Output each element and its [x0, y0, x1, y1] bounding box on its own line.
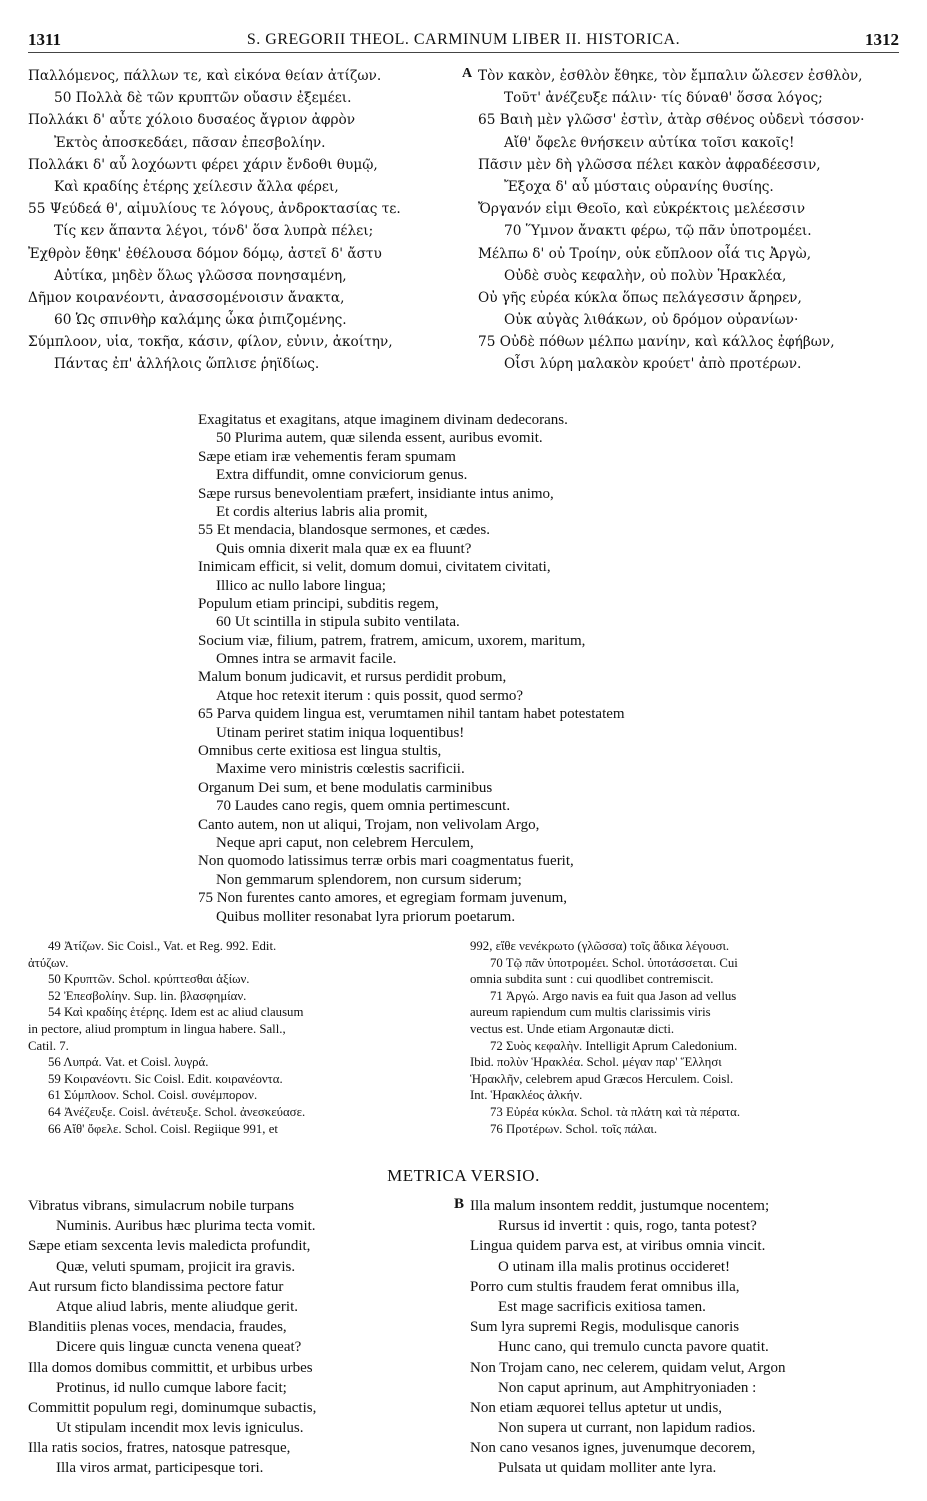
- metrica-verse-line: Blanditiis plenas voces, mendacia, fraudes,: [28, 1319, 287, 1336]
- metrica-verse-line: Illa malum insontem reddit, justumque nocentem;: [470, 1198, 770, 1214]
- latin-prose-line: Organum Dei sum, et bene modulatis carminibus: [198, 779, 493, 796]
- latin-prose-line: 65 Parva quidem lingua est, verumtamen nihil tantam habet potestatem: [198, 706, 625, 723]
- column-marker-b: B: [454, 1196, 465, 1212]
- latin-prose-line: Maxime vero ministris cœlestis sacrificii.: [216, 761, 465, 778]
- latin-prose-line: Illico ac nullo labore lingua;: [216, 577, 386, 594]
- metrica-verse-line: Atque aliud labris, mente aliudque gerit.: [56, 1298, 299, 1315]
- latin-prose-line: Quis omnia dixerit mala quæ ex ea fluunt?: [216, 540, 472, 557]
- latin-prose-line: Sæpe rursus benevolentiam præfert, insidiante intus animo,: [198, 485, 554, 502]
- latin-prose-line: 55 Et mendacia, blandosque sermones, et cædes.: [198, 522, 491, 539]
- footnote-line: 70 Τῷ πᾶν ὑποτρομέει. Schol. ὑποτάσσεται. Cui: [490, 955, 738, 970]
- latin-prose-line: Non quomodo latissimus terræ orbis mari coagmentatus fuerit,: [198, 853, 574, 870]
- footnote-line: Ibid. πολὺν Ἡρακλέα. Schol. μέγαν παρ' Ἕλλησι: [470, 1055, 722, 1070]
- footnote-line: vectus est. Unde etiam Argonautæ dicti.: [470, 1021, 675, 1036]
- footnote-line: aureum rapiendum cum multis clarissimis viris: [470, 1005, 711, 1020]
- latin-prose-line: Quibus molliter resonabat lyra priorum poetarum.: [216, 908, 516, 925]
- greek-verse-line: Οἷσι λύρη μαλακὸν κρούετ' ἀπὸ προτέρων.: [504, 356, 802, 373]
- metrica-left-column: [28, 1196, 448, 1479]
- footnote-line: 49 Ἀτίζων. Sic Coisl., Vat. et Reg. 992. Edit.: [48, 939, 277, 953]
- greek-verse-line: Πάντας ἐπ' ἀλλήλοις ὥπλισε ῥηϊδίως.: [54, 356, 320, 373]
- greek-verse-line: Οὐκ αὐγὰς λιθάκων, οὐ δρόμον οὐρανίων·: [504, 312, 799, 329]
- running-header: [28, 30, 899, 53]
- metrica-verse-line: Illa ratis socios, fratres, natosque patresque,: [28, 1440, 291, 1457]
- greek-verse-line: Μέλπω δ' οὐ Τροίην, οὐκ εὔπλοον οἷά τις Ἀργὼ,: [478, 245, 812, 262]
- greek-verse-line: Τίς κεν ἅπαντα λέγοι, τόνδ' ὅσα λυπρὰ πέλει;: [54, 223, 374, 240]
- footnote-line: 64 Ἀνέζευξε. Coisl. ἀνέτευξε. Schol. ἀνεσκεύασε.: [48, 1104, 306, 1119]
- metrica-versio-heading: METRICA VERSIO.: [387, 1166, 540, 1185]
- footnote-line: Ἡρακλῆν, celebrem apud Græcos Herculem. Coisl.: [470, 1071, 734, 1086]
- latin-prose-translation: [198, 411, 798, 926]
- latin-prose-line: Socium viæ, filium, patrem, fratrem, amicum, uxorem, maritum,: [198, 632, 586, 649]
- greek-verse-line: Τὸν κακὸν, ἐσθλὸν ἔθηκε, τὸν ἔμπαλιν ὤλεσεν ἐσθλὸν,: [478, 68, 863, 84]
- greek-verse-line: Πολλάκι δ' αὖτε χόλοιο δυσαέος ἄγριον ἀφρὸν: [28, 112, 356, 129]
- footnotes-left-column: [28, 938, 460, 1137]
- footnote-line: 54 Καὶ κραδίης ἑτέρης. Idem est ac aliud clausum: [48, 1005, 304, 1020]
- latin-prose-line: Atque hoc retexit iterum : quis possit, quod sermo?: [216, 687, 524, 704]
- latin-prose-line: Neque apri caput, non celebrem Herculem,: [216, 834, 474, 851]
- greek-verse-line: 60 Ὡς σπινθὴρ καλάμης ὦκα ῥιπιζομένης.: [54, 312, 347, 329]
- metrica-verse-line: Illa viros armat, participesque tori.: [56, 1460, 264, 1477]
- footnote-line: 66 Αἴθ' ὄφελε. Schol. Coisl. Regiique 991, et: [48, 1121, 278, 1136]
- page-number-right: 1312: [865, 30, 899, 49]
- footnote-line: 52 Ἐπεσβολίην. Sup. lin. βλασφημίαν.: [48, 988, 247, 1003]
- greek-verse-line: Ἔξοχα δ' αὖ μύσταις οὐρανίης θυσίης.: [504, 178, 774, 195]
- footnote-line: 76 Προτέρων. Schol. τοῖς πάλαι.: [490, 1121, 658, 1136]
- footnote-line: Int. Ἡρακλέος ἀλκήν.: [470, 1088, 583, 1103]
- metrica-verse-line: Hunc cano, qui tremulo cuncta pavore quatit.: [498, 1339, 769, 1356]
- footnote-line: 61 Σύμπλοον. Schol. Coisl. συνέμπορον.: [48, 1088, 258, 1103]
- greek-verse-line: Αὐτίκα, μηδὲν ὅλως γλῶσσα πονησαμένη,: [54, 267, 347, 284]
- latin-prose-line: Sæpe etiam iræ vehementis feram spumam: [198, 448, 456, 465]
- running-title: S. GREGORII THEOL. CARMINUM LIBER II. HISTORICA.: [246, 31, 681, 48]
- footnote-line: 71 Ἀργώ. Argo navis ea fuit qua Jason ad vellus: [490, 988, 737, 1003]
- metrica-right-column: [470, 1196, 900, 1479]
- greek-verse-left-column: [28, 65, 468, 376]
- metrica-verse-line: Aut rursum ficto blandissima pectore fatur: [28, 1278, 284, 1295]
- greek-verse-line: Ἐχθρὸν ἔθηκ' ἐθέλουσα δόμον δόμῳ, ἀστεῖ δ' ἄστυ: [28, 245, 382, 262]
- latin-prose-line: Utinam periret statim iniqua loquentibus!: [216, 724, 465, 741]
- footnote-line: 50 Κρυπτῶν. Schol. κρύπτεσθαι ἀξίων.: [48, 972, 250, 987]
- greek-verse-line: 75 Οὐδὲ πόθων μέλπω μανίην, καὶ κάλλος ἐφήβων,: [478, 334, 835, 351]
- latin-prose-line: Extra diffundit, omne conviciorum genus.: [216, 467, 468, 484]
- greek-verse-line: Δῆμον κοιρανέοντι, ἀνασσομένοισιν ἄνακτα,: [28, 289, 345, 306]
- latin-prose-line: Malum bonum judicavit, et rursus perdidit probum,: [198, 669, 507, 686]
- metrica-verse-line: Pulsata ut quidam molliter ante lyra.: [498, 1460, 717, 1477]
- footnote-line: omnia subdita sunt : cui quodlibet contremiscit.: [470, 972, 714, 987]
- page-number-left: 1311: [28, 30, 62, 49]
- latin-prose-line: Omnibus certe exitiosa est lingua stultis,: [198, 743, 442, 760]
- metrica-verse-line: Illa domos domibus committit, et urbibus urbes: [28, 1359, 313, 1376]
- greek-verse-line: 55 Ψεύδεά θ', αἱμυλίους τε λόγους, ἀνδροκτασίας τε.: [28, 201, 401, 218]
- latin-prose-line: Populum etiam principi, subditis regem,: [198, 595, 439, 612]
- footnote-line: 56 Λυπρά. Vat. et Coisl. λυγρά.: [48, 1055, 209, 1070]
- metrica-verse-line: Porro cum stultis fraudem ferat omnibus illa,: [470, 1278, 740, 1295]
- footnote-line: 992, εἴθε νενέκρωτο (γλῶσσα) τοῖς ἄδικα λέγουσι.: [470, 939, 730, 953]
- metrica-verse-line: Non etiam æquorei tellus aptetur ut undis,: [470, 1399, 723, 1416]
- metrica-verse-line: Sæpe etiam sexcenta levis maledicta profundit,: [28, 1238, 311, 1255]
- latin-prose-line: 60 Ut scintilla in stipula subito ventilata.: [216, 614, 460, 631]
- footnote-line: 72 Συὸς κεφαλὴν. Intelligit Aprum Caledonium.: [490, 1038, 738, 1053]
- greek-verse-line: Οὐ γῆς εὐρέα κύκλα ὅπως πελάγεσσιν ἄρηρεν,: [478, 289, 802, 306]
- greek-verse-line: Τοῦτ' ἀνέζευξε πάλιν· τίς δύναθ' ὅσσα λόγος;: [504, 90, 823, 107]
- greek-verse-line: Πᾶσιν μὲν δὴ γλῶσσα πέλει κακὸν ἀφραδέεσσιν,: [478, 156, 821, 173]
- latin-prose-line: 70 Laudes cano regis, quem omnia pertimescunt.: [216, 798, 511, 815]
- metrica-verse-line: O utinam illa malis protinus occideret!: [498, 1258, 731, 1275]
- metrica-verse-line: Ut stipulam incendit mox levis igniculus.: [56, 1420, 304, 1437]
- greek-verse-line: Καὶ κραδίης ἑτέρης χείλεσιν ἄλλα φέρει,: [54, 178, 339, 195]
- footnote-line: Catil. 7.: [28, 1038, 69, 1053]
- latin-prose-line: Et cordis alterius labris alia promit,: [216, 503, 428, 520]
- latin-prose-line: Exagitatus et exagitans, atque imaginem divinam dedecorans.: [198, 412, 568, 428]
- metrica-verse-line: Sum lyra supremi Regis, modulisque canoris: [470, 1319, 740, 1336]
- greek-verse-line: 65 Βαιὴ μὲν γλῶσσ' ἐστὶν, ἀτὰρ σθένος οὐδενὶ τόσσον·: [478, 112, 865, 129]
- metrica-verse-line: Non Trojam cano, nec celerem, quidam velut, Argon: [470, 1359, 786, 1376]
- metrica-verse-line: Non supera ut currant, non lapidum radios.: [498, 1420, 756, 1437]
- greek-verse-line: Ἐκτὸς ἀποσκεδάει, πᾶσαν ἐπεσβολίην.: [54, 134, 326, 151]
- latin-prose-line: Omnes intra se armavit facile.: [216, 651, 397, 668]
- metrica-verse-line: Lingua quidem parva est, at viribus omnia vincit.: [470, 1238, 766, 1255]
- footnote-line: in pectore, aliud promptum in lingua habere. Sall.,: [28, 1021, 286, 1036]
- greek-verse-right-column: [478, 65, 900, 376]
- greek-verse-line: Πολλάκι δ' αὖ λοχόωντι φέρει χάριν ἔνδοθι θυμῷ,: [28, 156, 378, 173]
- metrica-verse-line: Dicere quis linguæ cuncta venena queat?: [56, 1339, 302, 1356]
- greek-verse-line: 70 Ὕμνον ἄνακτι φέρω, τῷ πᾶν ὑποτρομέει.: [504, 223, 812, 240]
- metrica-verse-line: Vibratus vibrans, simulacrum nobile turpans: [28, 1198, 295, 1214]
- footnote-line: 59 Κοιρανέοντι. Sic Coisl. Edit. κοιρανέοντα.: [48, 1071, 283, 1086]
- metrica-verse-line: Numinis. Auribus hæc plurima tecta vomit.: [56, 1218, 316, 1235]
- latin-prose-line: 75 Non furentes canto amores, et egregiam formam juvenum,: [198, 890, 568, 907]
- metrica-verse-line: Non caput aprinum, aut Amphitryoniaden :: [498, 1379, 757, 1396]
- footnote-line: 73 Εὐρέα κύκλα. Schol. τὰ πλάτη καὶ τὰ πέρατα.: [490, 1104, 741, 1119]
- footnote-line: ἀτύζων.: [28, 955, 69, 970]
- greek-verse-line: Παλλόμενος, πάλλων τε, καὶ εἰκόνα θείαν ἀτίζων.: [28, 68, 382, 84]
- metrica-verse-line: Quæ, veluti spumam, projicit ira gravis.: [56, 1258, 296, 1275]
- latin-prose-line: Inimicam efficit, si velit, domum domui, civitatem civitati,: [198, 559, 551, 576]
- latin-prose-line: 50 Plurima autem, quæ silenda essent, auribus evomit.: [216, 430, 543, 447]
- column-marker-a: A: [462, 66, 473, 81]
- metrica-verse-line: Non cano vesanos ignes, juvenumque decorem,: [470, 1440, 756, 1457]
- metrica-verse-line: Rursus id invertit : quis, rogo, tanta potest?: [498, 1218, 757, 1235]
- latin-prose-line: Canto autem, non ut aliqui, Trojam, non velivolam Argo,: [198, 816, 540, 833]
- metrica-verse-line: Est mage sacrificis exitiosa tamen.: [498, 1298, 706, 1315]
- greek-verse-line: Σύμπλοον, υἱα, τοκῆα, κάσιν, φίλον, εὐνιν, ἀκοίτην,: [28, 334, 393, 351]
- metrica-verse-line: Protinus, id nullo cumque labore facit;: [56, 1379, 287, 1396]
- greek-verse-line: Οὐδὲ συὸς κεφαλὴν, οὐ πολὺν Ἡρακλέα,: [504, 267, 787, 284]
- greek-verse-line: Αἴθ' ὄφελε θνήσκειν αὐτίκα τοῖσι κακοῖς!: [504, 134, 795, 151]
- latin-prose-line: Non gemmarum splendorem, non cursum siderum;: [216, 871, 522, 888]
- metrica-verse-line: Committit populum regi, dominumque subactis,: [28, 1399, 317, 1416]
- greek-verse-line: Ὄργανόν εἰμι Θεοῖο, καὶ εὐκρέκτοις μελέεσσιν: [478, 201, 806, 218]
- greek-verse-line: 50 Πολλὰ δὲ τῶν κρυπτῶν οὔασιν ἐξεμέει.: [54, 90, 352, 107]
- footnotes-right-column: [470, 938, 900, 1137]
